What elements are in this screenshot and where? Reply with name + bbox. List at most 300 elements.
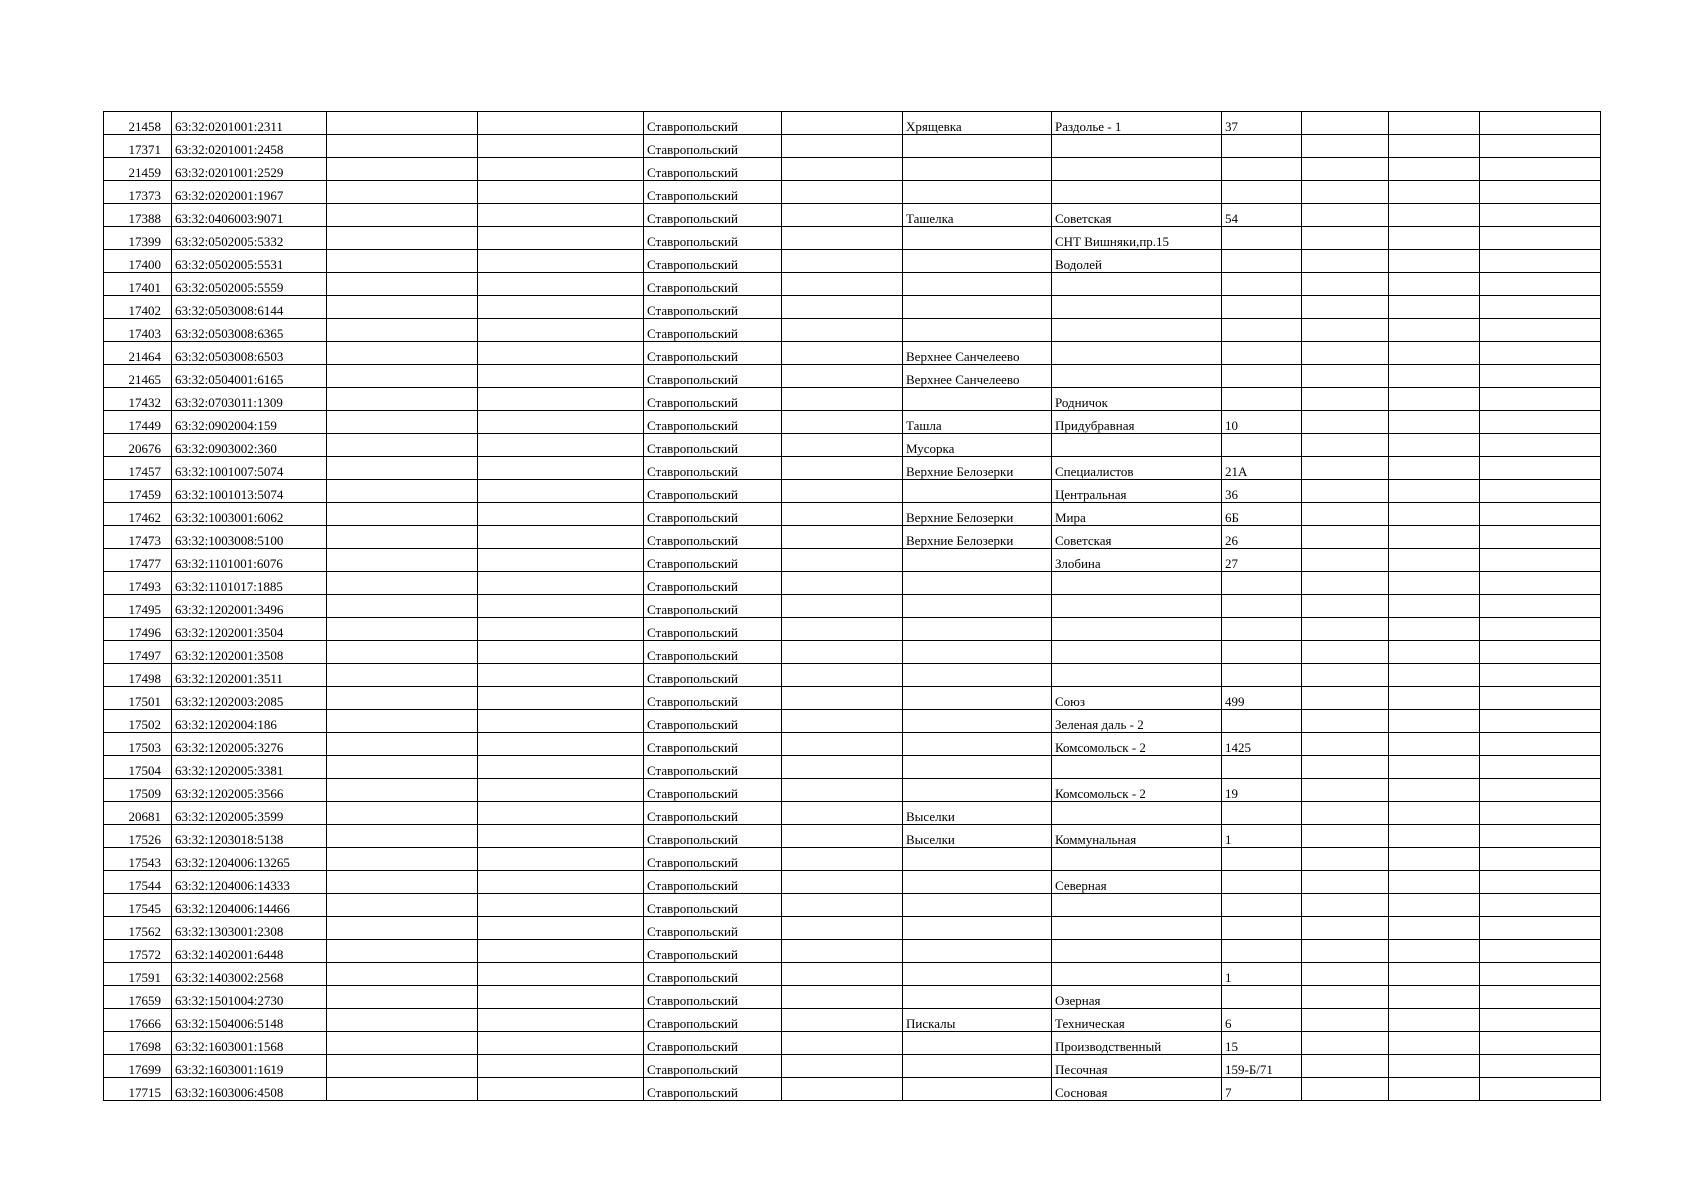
cell-col6	[782, 204, 903, 227]
cell-col12	[1480, 250, 1601, 273]
cell-col6	[782, 641, 903, 664]
cell-id: 17501	[104, 687, 172, 710]
cell-house	[1222, 181, 1302, 204]
cell-col3	[327, 687, 478, 710]
cell-col12	[1480, 549, 1601, 572]
cell-col11	[1389, 1055, 1480, 1078]
cell-locality: Верхние Белозерки	[903, 457, 1052, 480]
cell-col10	[1302, 526, 1389, 549]
cell-col4	[478, 227, 644, 250]
cell-district: Ставропольский	[644, 365, 782, 388]
cell-col3	[327, 503, 478, 526]
cell-street: Злобина	[1052, 549, 1222, 572]
cell-col12	[1480, 802, 1601, 825]
cell-street: Водолей	[1052, 250, 1222, 273]
cell-col4	[478, 940, 644, 963]
cell-house: 27	[1222, 549, 1302, 572]
cell-col3	[327, 112, 478, 135]
cell-col6	[782, 158, 903, 181]
cell-id: 17459	[104, 480, 172, 503]
cell-house: 6	[1222, 1009, 1302, 1032]
cell-col4	[478, 342, 644, 365]
cell-house	[1222, 158, 1302, 181]
cell-house	[1222, 273, 1302, 296]
cell-col6	[782, 503, 903, 526]
cell-col4	[478, 273, 644, 296]
cell-street	[1052, 273, 1222, 296]
cell-house: 6Б	[1222, 503, 1302, 526]
cell-house	[1222, 595, 1302, 618]
cell-cadastral-number: 63:32:1202003:2085	[172, 687, 327, 710]
cell-id: 17509	[104, 779, 172, 802]
cell-street: Зеленая даль - 2	[1052, 710, 1222, 733]
cell-cadastral-number: 63:32:0502005:5531	[172, 250, 327, 273]
cell-locality	[903, 687, 1052, 710]
cell-id: 17432	[104, 388, 172, 411]
cell-col11	[1389, 894, 1480, 917]
cell-col10	[1302, 365, 1389, 388]
cell-col10	[1302, 319, 1389, 342]
cell-district: Ставропольский	[644, 112, 782, 135]
cell-house	[1222, 296, 1302, 319]
cell-cadastral-number: 63:32:1204006:13265	[172, 848, 327, 871]
table-row	[104, 664, 1601, 687]
cell-street: Техническая	[1052, 1009, 1222, 1032]
cell-col10	[1302, 296, 1389, 319]
cell-street	[1052, 595, 1222, 618]
table-row	[104, 1032, 1601, 1055]
cell-col11	[1389, 549, 1480, 572]
cell-district: Ставропольский	[644, 181, 782, 204]
cell-col12	[1480, 894, 1601, 917]
table-row	[104, 135, 1601, 158]
cell-cadastral-number: 63:32:1501004:2730	[172, 986, 327, 1009]
cell-locality	[903, 319, 1052, 342]
cell-col3	[327, 204, 478, 227]
cell-col11	[1389, 963, 1480, 986]
table-row	[104, 871, 1601, 894]
cell-col11	[1389, 1032, 1480, 1055]
cell-col12	[1480, 940, 1601, 963]
cell-street	[1052, 319, 1222, 342]
cell-col3	[327, 549, 478, 572]
cell-street: Производственный	[1052, 1032, 1222, 1055]
cell-district: Ставропольский	[644, 871, 782, 894]
cell-id: 17562	[104, 917, 172, 940]
table-row	[104, 549, 1601, 572]
cell-col4	[478, 503, 644, 526]
cell-id: 17698	[104, 1032, 172, 1055]
cell-district: Ставропольский	[644, 641, 782, 664]
cell-street: Северная	[1052, 871, 1222, 894]
cell-col4	[478, 526, 644, 549]
cell-col12	[1480, 503, 1601, 526]
cell-col12	[1480, 1009, 1601, 1032]
cell-col4	[478, 135, 644, 158]
cell-col12	[1480, 618, 1601, 641]
cell-locality: Хрящевка	[903, 112, 1052, 135]
cell-cadastral-number: 63:32:0703011:1309	[172, 388, 327, 411]
cell-col6	[782, 112, 903, 135]
table-row	[104, 342, 1601, 365]
cell-col3	[327, 963, 478, 986]
cell-col6	[782, 411, 903, 434]
cell-col12	[1480, 227, 1601, 250]
cell-street	[1052, 135, 1222, 158]
cell-col3	[327, 756, 478, 779]
cell-col10	[1302, 1032, 1389, 1055]
cell-locality	[903, 848, 1052, 871]
cell-cadastral-number: 63:32:1001013:5074	[172, 480, 327, 503]
cell-street	[1052, 641, 1222, 664]
cell-street: Озерная	[1052, 986, 1222, 1009]
cell-col4	[478, 1078, 644, 1101]
cell-cadastral-number: 63:32:1203018:5138	[172, 825, 327, 848]
cell-col11	[1389, 733, 1480, 756]
cell-district: Ставропольский	[644, 319, 782, 342]
cell-col4	[478, 549, 644, 572]
cell-col6	[782, 365, 903, 388]
cell-col4	[478, 457, 644, 480]
cell-col3	[327, 986, 478, 1009]
cell-col6	[782, 457, 903, 480]
cell-col10	[1302, 871, 1389, 894]
cell-id: 17403	[104, 319, 172, 342]
cell-house	[1222, 848, 1302, 871]
cell-col4	[478, 204, 644, 227]
cell-col6	[782, 1078, 903, 1101]
cell-cadastral-number: 63:32:1402001:6448	[172, 940, 327, 963]
cell-col11	[1389, 572, 1480, 595]
table-row	[104, 825, 1601, 848]
cell-col3	[327, 158, 478, 181]
cell-col11	[1389, 503, 1480, 526]
cell-district: Ставропольский	[644, 273, 782, 296]
cell-street	[1052, 848, 1222, 871]
cell-id: 17388	[104, 204, 172, 227]
cell-col12	[1480, 710, 1601, 733]
cell-col6	[782, 1009, 903, 1032]
cell-col12	[1480, 388, 1601, 411]
cell-col11	[1389, 411, 1480, 434]
cell-col6	[782, 710, 903, 733]
cell-id: 17545	[104, 894, 172, 917]
cell-cadastral-number: 63:32:1603001:1619	[172, 1055, 327, 1078]
cell-street: Сосновая	[1052, 1078, 1222, 1101]
cell-col10	[1302, 273, 1389, 296]
table-row	[104, 1078, 1601, 1101]
cell-col4	[478, 1055, 644, 1078]
cell-col3	[327, 365, 478, 388]
cell-locality: Пискалы	[903, 1009, 1052, 1032]
cell-locality	[903, 250, 1052, 273]
cell-col10	[1302, 641, 1389, 664]
cell-col3	[327, 273, 478, 296]
cell-col11	[1389, 710, 1480, 733]
cell-district: Ставропольский	[644, 388, 782, 411]
cell-locality	[903, 779, 1052, 802]
cell-street	[1052, 296, 1222, 319]
cell-col10	[1302, 204, 1389, 227]
table-row	[104, 894, 1601, 917]
cell-id: 17526	[104, 825, 172, 848]
cell-cadastral-number: 63:32:1202005:3599	[172, 802, 327, 825]
cell-col11	[1389, 526, 1480, 549]
cell-col11	[1389, 388, 1480, 411]
cell-col6	[782, 664, 903, 687]
cell-locality: Верхнее Санчелеево	[903, 365, 1052, 388]
cell-house	[1222, 710, 1302, 733]
cell-house	[1222, 756, 1302, 779]
cell-col6	[782, 825, 903, 848]
cell-street	[1052, 365, 1222, 388]
table-row	[104, 250, 1601, 273]
table-row	[104, 411, 1601, 434]
cell-street	[1052, 181, 1222, 204]
cell-house	[1222, 917, 1302, 940]
cell-district: Ставропольский	[644, 503, 782, 526]
cell-col3	[327, 342, 478, 365]
cell-col6	[782, 319, 903, 342]
cell-col4	[478, 595, 644, 618]
cell-col12	[1480, 848, 1601, 871]
cell-district: Ставропольский	[644, 1032, 782, 1055]
cell-locality	[903, 1055, 1052, 1078]
cell-col3	[327, 595, 478, 618]
cell-col12	[1480, 480, 1601, 503]
cell-locality	[903, 871, 1052, 894]
cell-id: 17402	[104, 296, 172, 319]
table-row	[104, 618, 1601, 641]
cell-col10	[1302, 135, 1389, 158]
cell-district: Ставропольский	[644, 250, 782, 273]
cell-col3	[327, 480, 478, 503]
cell-col3	[327, 434, 478, 457]
cell-col12	[1480, 825, 1601, 848]
cell-col4	[478, 1009, 644, 1032]
cell-col12	[1480, 687, 1601, 710]
cell-col6	[782, 549, 903, 572]
cell-col4	[478, 825, 644, 848]
cell-col6	[782, 480, 903, 503]
cell-col4	[478, 848, 644, 871]
cell-col11	[1389, 158, 1480, 181]
cell-district: Ставропольский	[644, 779, 782, 802]
cell-col6	[782, 779, 903, 802]
cell-col3	[327, 917, 478, 940]
cell-cadastral-number: 63:32:1202001:3496	[172, 595, 327, 618]
cell-col6	[782, 917, 903, 940]
cell-col11	[1389, 664, 1480, 687]
cell-col11	[1389, 181, 1480, 204]
cell-id: 17572	[104, 940, 172, 963]
cell-house	[1222, 365, 1302, 388]
cell-house: 1	[1222, 825, 1302, 848]
cell-id: 17371	[104, 135, 172, 158]
cell-district: Ставропольский	[644, 204, 782, 227]
cell-house	[1222, 618, 1302, 641]
cell-locality	[903, 894, 1052, 917]
cell-cadastral-number: 63:32:1202005:3566	[172, 779, 327, 802]
cell-street	[1052, 664, 1222, 687]
cell-col4	[478, 710, 644, 733]
cell-street: Придубравная	[1052, 411, 1222, 434]
cell-col11	[1389, 917, 1480, 940]
cell-col12	[1480, 457, 1601, 480]
cell-street: Центральная	[1052, 480, 1222, 503]
cell-street	[1052, 894, 1222, 917]
cell-col4	[478, 963, 644, 986]
cell-street: Родничок	[1052, 388, 1222, 411]
cell-col10	[1302, 940, 1389, 963]
cell-col6	[782, 940, 903, 963]
cell-district: Ставропольский	[644, 664, 782, 687]
cell-col11	[1389, 480, 1480, 503]
cell-district: Ставропольский	[644, 296, 782, 319]
cell-col11	[1389, 986, 1480, 1009]
cell-cadastral-number: 63:32:0202001:1967	[172, 181, 327, 204]
cell-col12	[1480, 756, 1601, 779]
table-row	[104, 457, 1601, 480]
cell-col11	[1389, 365, 1480, 388]
cell-col10	[1302, 388, 1389, 411]
cell-col12	[1480, 135, 1601, 158]
cell-col4	[478, 158, 644, 181]
table-row	[104, 503, 1601, 526]
cell-cadastral-number: 63:32:0902004:159	[172, 411, 327, 434]
cell-col6	[782, 595, 903, 618]
cell-col6	[782, 1055, 903, 1078]
cell-col11	[1389, 434, 1480, 457]
cell-col3	[327, 411, 478, 434]
cell-locality	[903, 917, 1052, 940]
table-row	[104, 986, 1601, 1009]
cell-house	[1222, 135, 1302, 158]
cell-locality	[903, 618, 1052, 641]
cell-col4	[478, 319, 644, 342]
cell-col3	[327, 871, 478, 894]
cell-district: Ставропольский	[644, 710, 782, 733]
cell-district: Ставропольский	[644, 158, 782, 181]
cell-col11	[1389, 940, 1480, 963]
cell-cadastral-number: 63:32:1202005:3276	[172, 733, 327, 756]
cell-col6	[782, 342, 903, 365]
cell-id: 17373	[104, 181, 172, 204]
cell-street: Комсомольск - 2	[1052, 779, 1222, 802]
table-row	[104, 940, 1601, 963]
cell-street	[1052, 802, 1222, 825]
cell-id: 17502	[104, 710, 172, 733]
cell-house	[1222, 664, 1302, 687]
cell-locality: Ташелка	[903, 204, 1052, 227]
cell-locality	[903, 641, 1052, 664]
cell-id: 21464	[104, 342, 172, 365]
cell-district: Ставропольский	[644, 825, 782, 848]
table-row	[104, 779, 1601, 802]
cell-col4	[478, 917, 644, 940]
cell-col6	[782, 434, 903, 457]
cell-col3	[327, 940, 478, 963]
cell-col10	[1302, 572, 1389, 595]
cell-col10	[1302, 986, 1389, 1009]
cell-col4	[478, 618, 644, 641]
cell-col12	[1480, 1055, 1601, 1078]
table-row	[104, 204, 1601, 227]
cell-col6	[782, 756, 903, 779]
cell-col10	[1302, 733, 1389, 756]
cell-col12	[1480, 641, 1601, 664]
cell-district: Ставропольский	[644, 1009, 782, 1032]
cell-col11	[1389, 457, 1480, 480]
cell-col3	[327, 641, 478, 664]
cell-house: 36	[1222, 480, 1302, 503]
cell-district: Ставропольский	[644, 986, 782, 1009]
cell-col12	[1480, 319, 1601, 342]
cell-col10	[1302, 595, 1389, 618]
cell-house: 21А	[1222, 457, 1302, 480]
cell-col4	[478, 802, 644, 825]
cell-col12	[1480, 871, 1601, 894]
cell-id: 17504	[104, 756, 172, 779]
cell-locality	[903, 595, 1052, 618]
cell-col3	[327, 848, 478, 871]
table-row	[104, 365, 1601, 388]
cell-street	[1052, 342, 1222, 365]
cell-locality	[903, 940, 1052, 963]
data-table	[103, 111, 1601, 1101]
cell-cadastral-number: 63:32:1202001:3511	[172, 664, 327, 687]
cell-district: Ставропольский	[644, 411, 782, 434]
cell-col12	[1480, 733, 1601, 756]
cell-col6	[782, 135, 903, 158]
table-row	[104, 802, 1601, 825]
cell-col10	[1302, 756, 1389, 779]
cell-cadastral-number: 63:32:0504001:6165	[172, 365, 327, 388]
cell-house	[1222, 342, 1302, 365]
cell-col10	[1302, 411, 1389, 434]
cell-col12	[1480, 963, 1601, 986]
cell-col12	[1480, 181, 1601, 204]
cell-col11	[1389, 687, 1480, 710]
cell-id: 17457	[104, 457, 172, 480]
cell-col12	[1480, 342, 1601, 365]
cell-cadastral-number: 63:32:1101001:6076	[172, 549, 327, 572]
cell-street	[1052, 756, 1222, 779]
table-row	[104, 710, 1601, 733]
cell-house: 37	[1222, 112, 1302, 135]
cell-house	[1222, 250, 1302, 273]
cell-col6	[782, 894, 903, 917]
cell-district: Ставропольский	[644, 595, 782, 618]
table-row	[104, 1055, 1601, 1078]
cell-col10	[1302, 434, 1389, 457]
cell-col3	[327, 664, 478, 687]
cell-col4	[478, 779, 644, 802]
cell-col3	[327, 1032, 478, 1055]
table-row	[104, 434, 1601, 457]
cell-col4	[478, 112, 644, 135]
cell-col12	[1480, 273, 1601, 296]
cell-house: 10	[1222, 411, 1302, 434]
cell-col12	[1480, 158, 1601, 181]
cell-house: 1425	[1222, 733, 1302, 756]
cell-house: 19	[1222, 779, 1302, 802]
cell-cadastral-number: 63:32:1202005:3381	[172, 756, 327, 779]
cell-col11	[1389, 1009, 1480, 1032]
table-row	[104, 733, 1601, 756]
cell-street	[1052, 434, 1222, 457]
cell-col10	[1302, 158, 1389, 181]
